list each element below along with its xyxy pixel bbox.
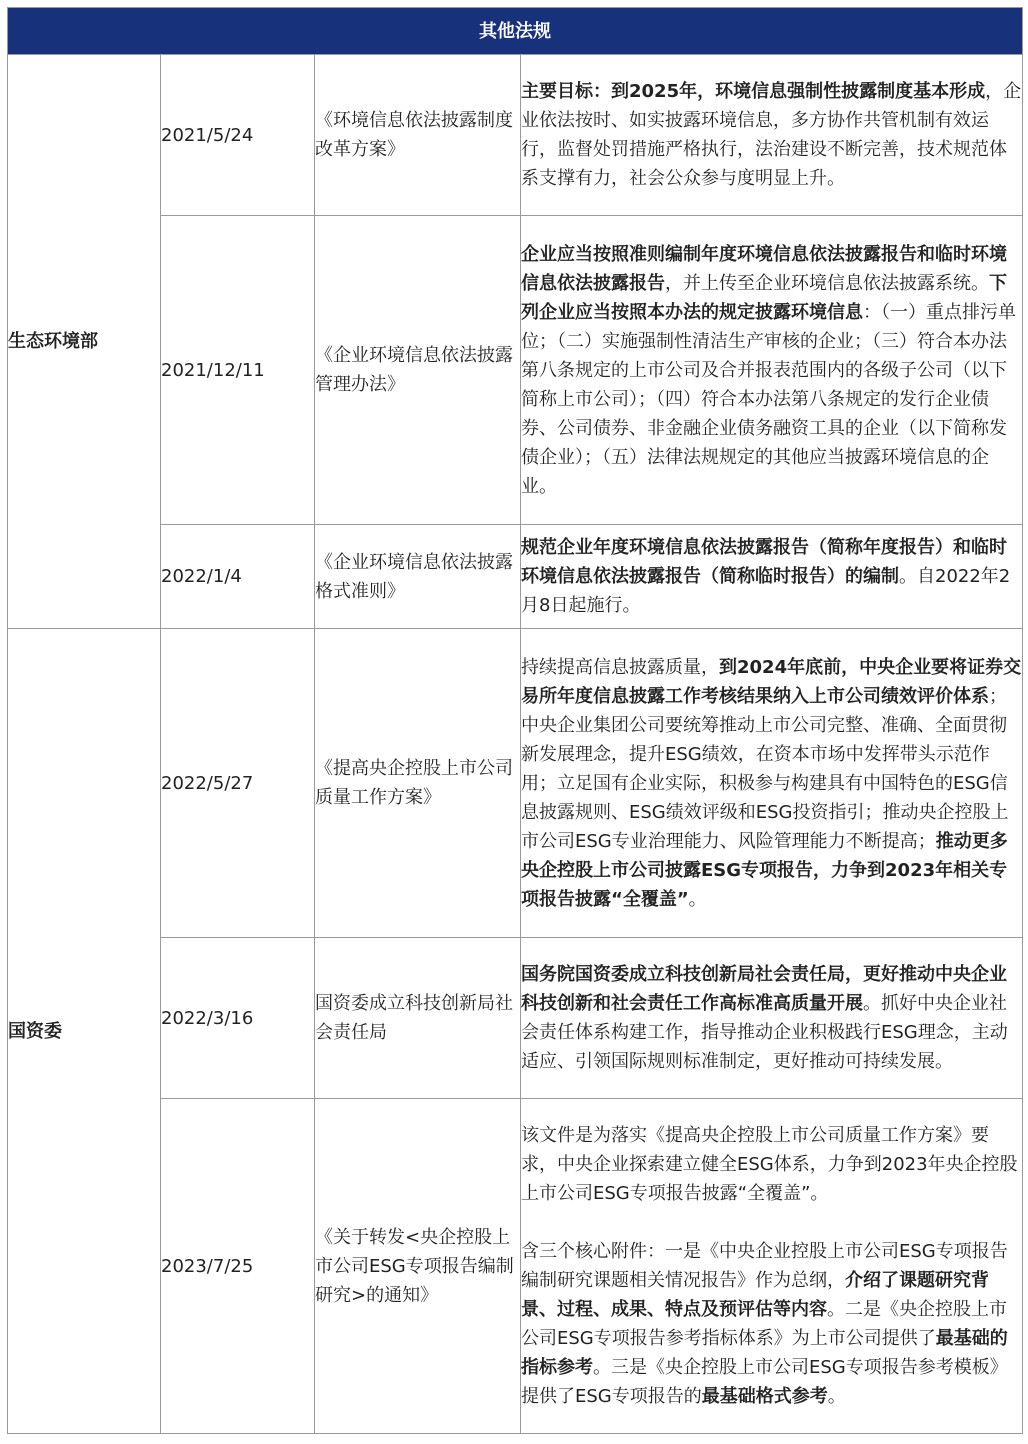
document-cell: 《企业环境信息依法披露格式准则》 — [315, 525, 521, 629]
description-cell — [521, 938, 1023, 1099]
desc-text: 持续提高信息披露质量， — [521, 656, 719, 678]
desc-bold-text: 介绍了课题研究背景、过程、成果、特点及预评估等内容 — [521, 1270, 989, 1320]
desc-text: 。自2022年2月8日起施行。 — [521, 566, 1011, 616]
desc-bold-text: 推动更多央企控股上市公司披露ESG专项报告，力争到2023年相关专项报告披露“全覆盖” — [521, 830, 1008, 910]
document-cell: 《环境信息依法披露制度改革方案》 — [315, 55, 521, 216]
table-row — [8, 55, 1023, 216]
description-cell — [521, 216, 1023, 525]
date-cell: 2022/1/4 — [161, 525, 315, 629]
desc-text: 。 — [827, 1386, 846, 1407]
desc-bold-text: 主要目标：到2025年，环境信息强制性披露制度基本形成 — [521, 81, 986, 102]
table-row — [8, 1099, 1023, 1434]
desc-bold-text: 最基础格式参考 — [701, 1386, 828, 1407]
table-row — [8, 629, 1023, 938]
description-cell — [521, 525, 1023, 629]
desc-text: 该文件是为落实《提高央企控股上市公司质量工作方案》要求，中央企业探索建立健全ESG体系，力争到2023年央企控股上市公司ESG专项报告披露“全覆盖”。 — [521, 1125, 1018, 1204]
date-cell: 2021/5/24 — [161, 55, 315, 216]
desc-bold-text: 规范企业年度环境信息依法披露报告（简称年度报告）和临时环境信息依法披露报告（简称临时报告）的编制 — [521, 537, 1007, 587]
desc-text: 。二是《央企控股上市公司ESG专项报告参考指标体系》为上市公司提供了 — [521, 1299, 1007, 1349]
table-row — [8, 938, 1023, 1099]
desc-bold-text: 下列企业应当按照本办法的规定披露环境信息 — [521, 272, 1007, 323]
document-cell: 《提高央企控股上市公司质量工作方案》 — [315, 629, 521, 938]
desc-text: ：（一）重点排污单位；（二）实施强制性清洁生产审核的企业；（三）符合本办法第八条规定的上市公司及合并报表范围内的各级子公司（以下简称上市公司）；（四）符合本办法第八条规定的发行企业债券、公司债券、非金融企业债务融资工具的企业（以下简称发债企业）；（五）法律法规规定的其他应当披露环境信息的企业。 — [521, 301, 1016, 497]
desc-bold-text: 企业应当按照准则编制年度环境信息依法披露报告和临时环境信息依法披露报告 — [521, 243, 1007, 294]
document-cell: 《企业环境信息依法披露管理办法》 — [315, 216, 521, 525]
desc-text: 。 — [688, 888, 707, 910]
desc-text: 。抓好中央企业社会责任体系构建工作，指导推动企业积极践行ESG理念，主动适应、引领国际规则标准制定，更好推动可持续发展。 — [521, 993, 1008, 1072]
desc-text: 。三是《央企控股上市公司ESG专项报告参考模板》提供了ESG专项报告的 — [521, 1357, 1008, 1407]
date-cell: 2021/12/11 — [161, 216, 315, 525]
date-cell: 2023/7/25 — [161, 1099, 315, 1434]
document-cell: 《关于转发<央企控股上市公司ESG专项报告编制研究>的通知》 — [315, 1099, 521, 1434]
description-cell — [521, 629, 1023, 938]
table-row — [8, 525, 1023, 629]
desc-text: ，企业依法按时、如实披露环境信息，多方协作共管机制有效运行，监督处罚措施严格执行，法治建设不断完善，技术规范体系支撑有力，社会公众参与度明显上升。 — [521, 81, 1022, 189]
date-cell: 2022/5/27 — [161, 629, 315, 938]
description-cell — [521, 55, 1023, 216]
department-cell: 生态环境部 — [8, 55, 161, 629]
table-title: 其他法规 — [8, 8, 1023, 55]
regulations-table — [7, 7, 1023, 1434]
description-cell — [521, 1099, 1023, 1434]
desc-bold-text: 国务院国资委成立科技创新局社会责任局，更好推动中央企业科技创新和社会责任工作高标准高质量开展 — [521, 964, 1007, 1014]
desc-bold-text: 到2024年底前，中央企业要将证券交易所年度信息披露工作考核结果纳入上市公司绩效评价体系 — [521, 656, 1022, 707]
desc-bold-text: 最基础的指标参考 — [521, 1328, 1008, 1378]
table-row — [8, 216, 1023, 525]
paragraph-gap — [521, 1208, 1022, 1237]
date-cell: 2022/3/16 — [161, 938, 315, 1099]
document-cell: 国资委成立科技创新局社会责任局 — [315, 938, 521, 1099]
desc-text: ，并上传至企业环境信息依法披露系统。 — [665, 272, 989, 294]
desc-text: ；中央企业集团公司要统筹推动上市公司完整、准确、全面贯彻新发展理念，提升ESG绩效，在资本市场中发挥带头示范作用；立足国有企业实际，积极参与构建具有中国特色的ESG信息披露规则、ESG绩效评级和ESG投资指引；推动央企控股上市公司ESG专业治理能力、风险管理能力不断提高； — [521, 685, 1009, 852]
desc-text: 含三个核心附件：一是《中央企业控股上市公司ESG专项报告编制研究课题相关情况报告》作为总纲， — [521, 1241, 1008, 1291]
department-cell: 国资委 — [8, 629, 161, 1434]
